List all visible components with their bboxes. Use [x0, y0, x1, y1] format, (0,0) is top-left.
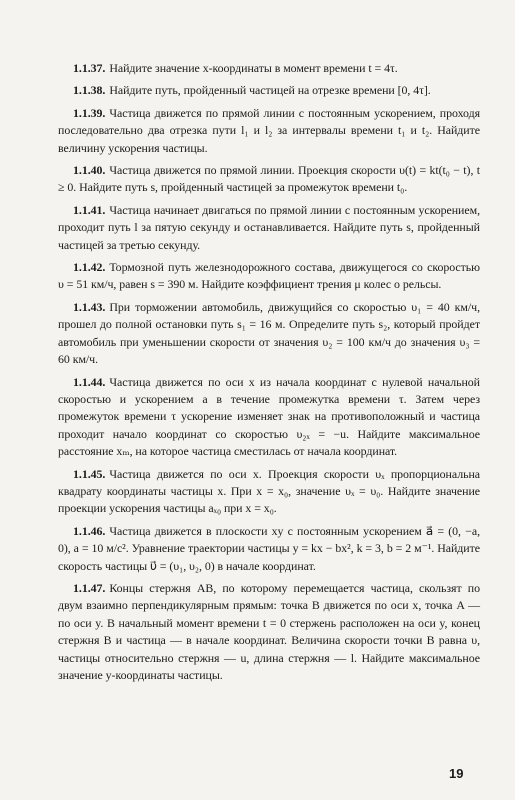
problem-number: 1.1.41.: [73, 202, 106, 217]
problem-number: 1.1.42.: [73, 260, 106, 275]
problem-1-1-44: [58, 374, 480, 461]
problem-number: 1.1.38.: [73, 83, 106, 98]
problem-number: 1.1.46.: [73, 523, 106, 538]
problem-text: Частица движется по прямой линии. Проекция скорости υ(t) = kt(t₀ − t), t ≥ 0. Найдите путь s, пройденный частицей за промежуток времени t₀.: [58, 163, 480, 195]
page-number: 19: [449, 766, 464, 781]
problem-number: 1.1.37.: [73, 61, 106, 75]
problem-number: 1.1.44.: [73, 374, 106, 389]
problem-text: При торможении автомобиль, движущийся со скоростью υ₁ = 40 км/ч, прошел до полной остановки путь s₁ = 16 м. Определите путь s₂, который пройдет автомобиль при уменьшении скорости от значения υ₂ = 100 км/ч до значения υ₃ = 60 км/ч.: [58, 299, 480, 367]
problem-text: Частица движется по оси x. Проекция скорости υₓ пропорциональна квадрату координаты частицы x. При x = x₀, значение υₓ = υ₀. Найдите значение проекции ускорения частицы aₓ₀ при x = x₀.: [58, 466, 480, 516]
problem-text: Найдите путь, пройденный частицей на отрезке времени [0, 4τ].: [109, 83, 431, 98]
problem-list: [58, 60, 480, 689]
problem-number: 1.1.45.: [73, 466, 106, 481]
problem-text: Найдите значение x-координаты в момент времени t = 4τ.: [109, 61, 398, 75]
problem-text: Частица движется в плоскости xy с постоянным ускорением a⃗ = (0, −a, 0), a = 10 м/с². Уравнение траектории частицы y = kx − bx², k = 3, b = 2 м⁻¹. Найдите скорость частицы υ⃗ = (υ₁, υ₂, 0) в начале координат.: [58, 523, 480, 573]
problem-text: Концы стержня AB, по которому перемещается частица, скользят по двум взаимно перпендикулярным прямым: точка B движется по оси x, точка A — по оси y. В начальный момент времени t = 0 стержень расположен на оси y, конец стержня B и частица — в начале координат. Величина скорости точки B равна υ, частицы относительно стержня — u, длина стержня — l. Найдите максимальное значение y-координаты частицы.: [58, 580, 480, 682]
problem-number: 1.1.47.: [73, 580, 106, 595]
problem-text: Частица движется по оси x из начала координат с нулевой начальной скоростью и ускорением a в течение промежутка времени τ. Затем через промежуток времени τ ускорение изменяет знак на противоположный и частица проходит начало координат со скоростью υ₂ₓ = −u. Найдите максимальное расстояние xₘ, на которое частица сместилась от начала координат.: [58, 374, 480, 459]
problem-1-1-47: [58, 580, 480, 684]
problem-1-1-41: [58, 202, 480, 254]
problem-text: Тормозной путь железнодорожного состава, движущегося со скоростью υ = 51 км/ч, равен s = 390 м. Найдите коэффициент трения μ колес о рельсы.: [58, 260, 480, 292]
problem-1-1-43: [58, 299, 480, 369]
problem-number: 1.1.43.: [73, 299, 106, 314]
problem-1-1-37: [58, 60, 480, 77]
problem-number: 1.1.39.: [73, 105, 106, 120]
problem-1-1-46: [58, 523, 480, 575]
problem-1-1-40: [58, 162, 480, 197]
problem-number: 1.1.40.: [73, 163, 106, 178]
problem-text: Частица начинает двигаться по прямой линии с постоянным ускорением, проходит путь l за пятую секунду и останавливается. Найдите путь s, пройденный частицей за третью секунду.: [58, 202, 480, 252]
problem-1-1-38: [58, 82, 480, 99]
problem-1-1-42: [58, 259, 480, 294]
problem-text: Частица движется по прямой линии с постоянным ускорением, проходя последовательно два отрезка пути l₁ и l₂ за интервалы времени t₁ и t₂. Найдите величину ускорения частицы.: [58, 105, 480, 155]
problem-1-1-39: [58, 105, 480, 157]
problem-1-1-45: [58, 466, 480, 518]
